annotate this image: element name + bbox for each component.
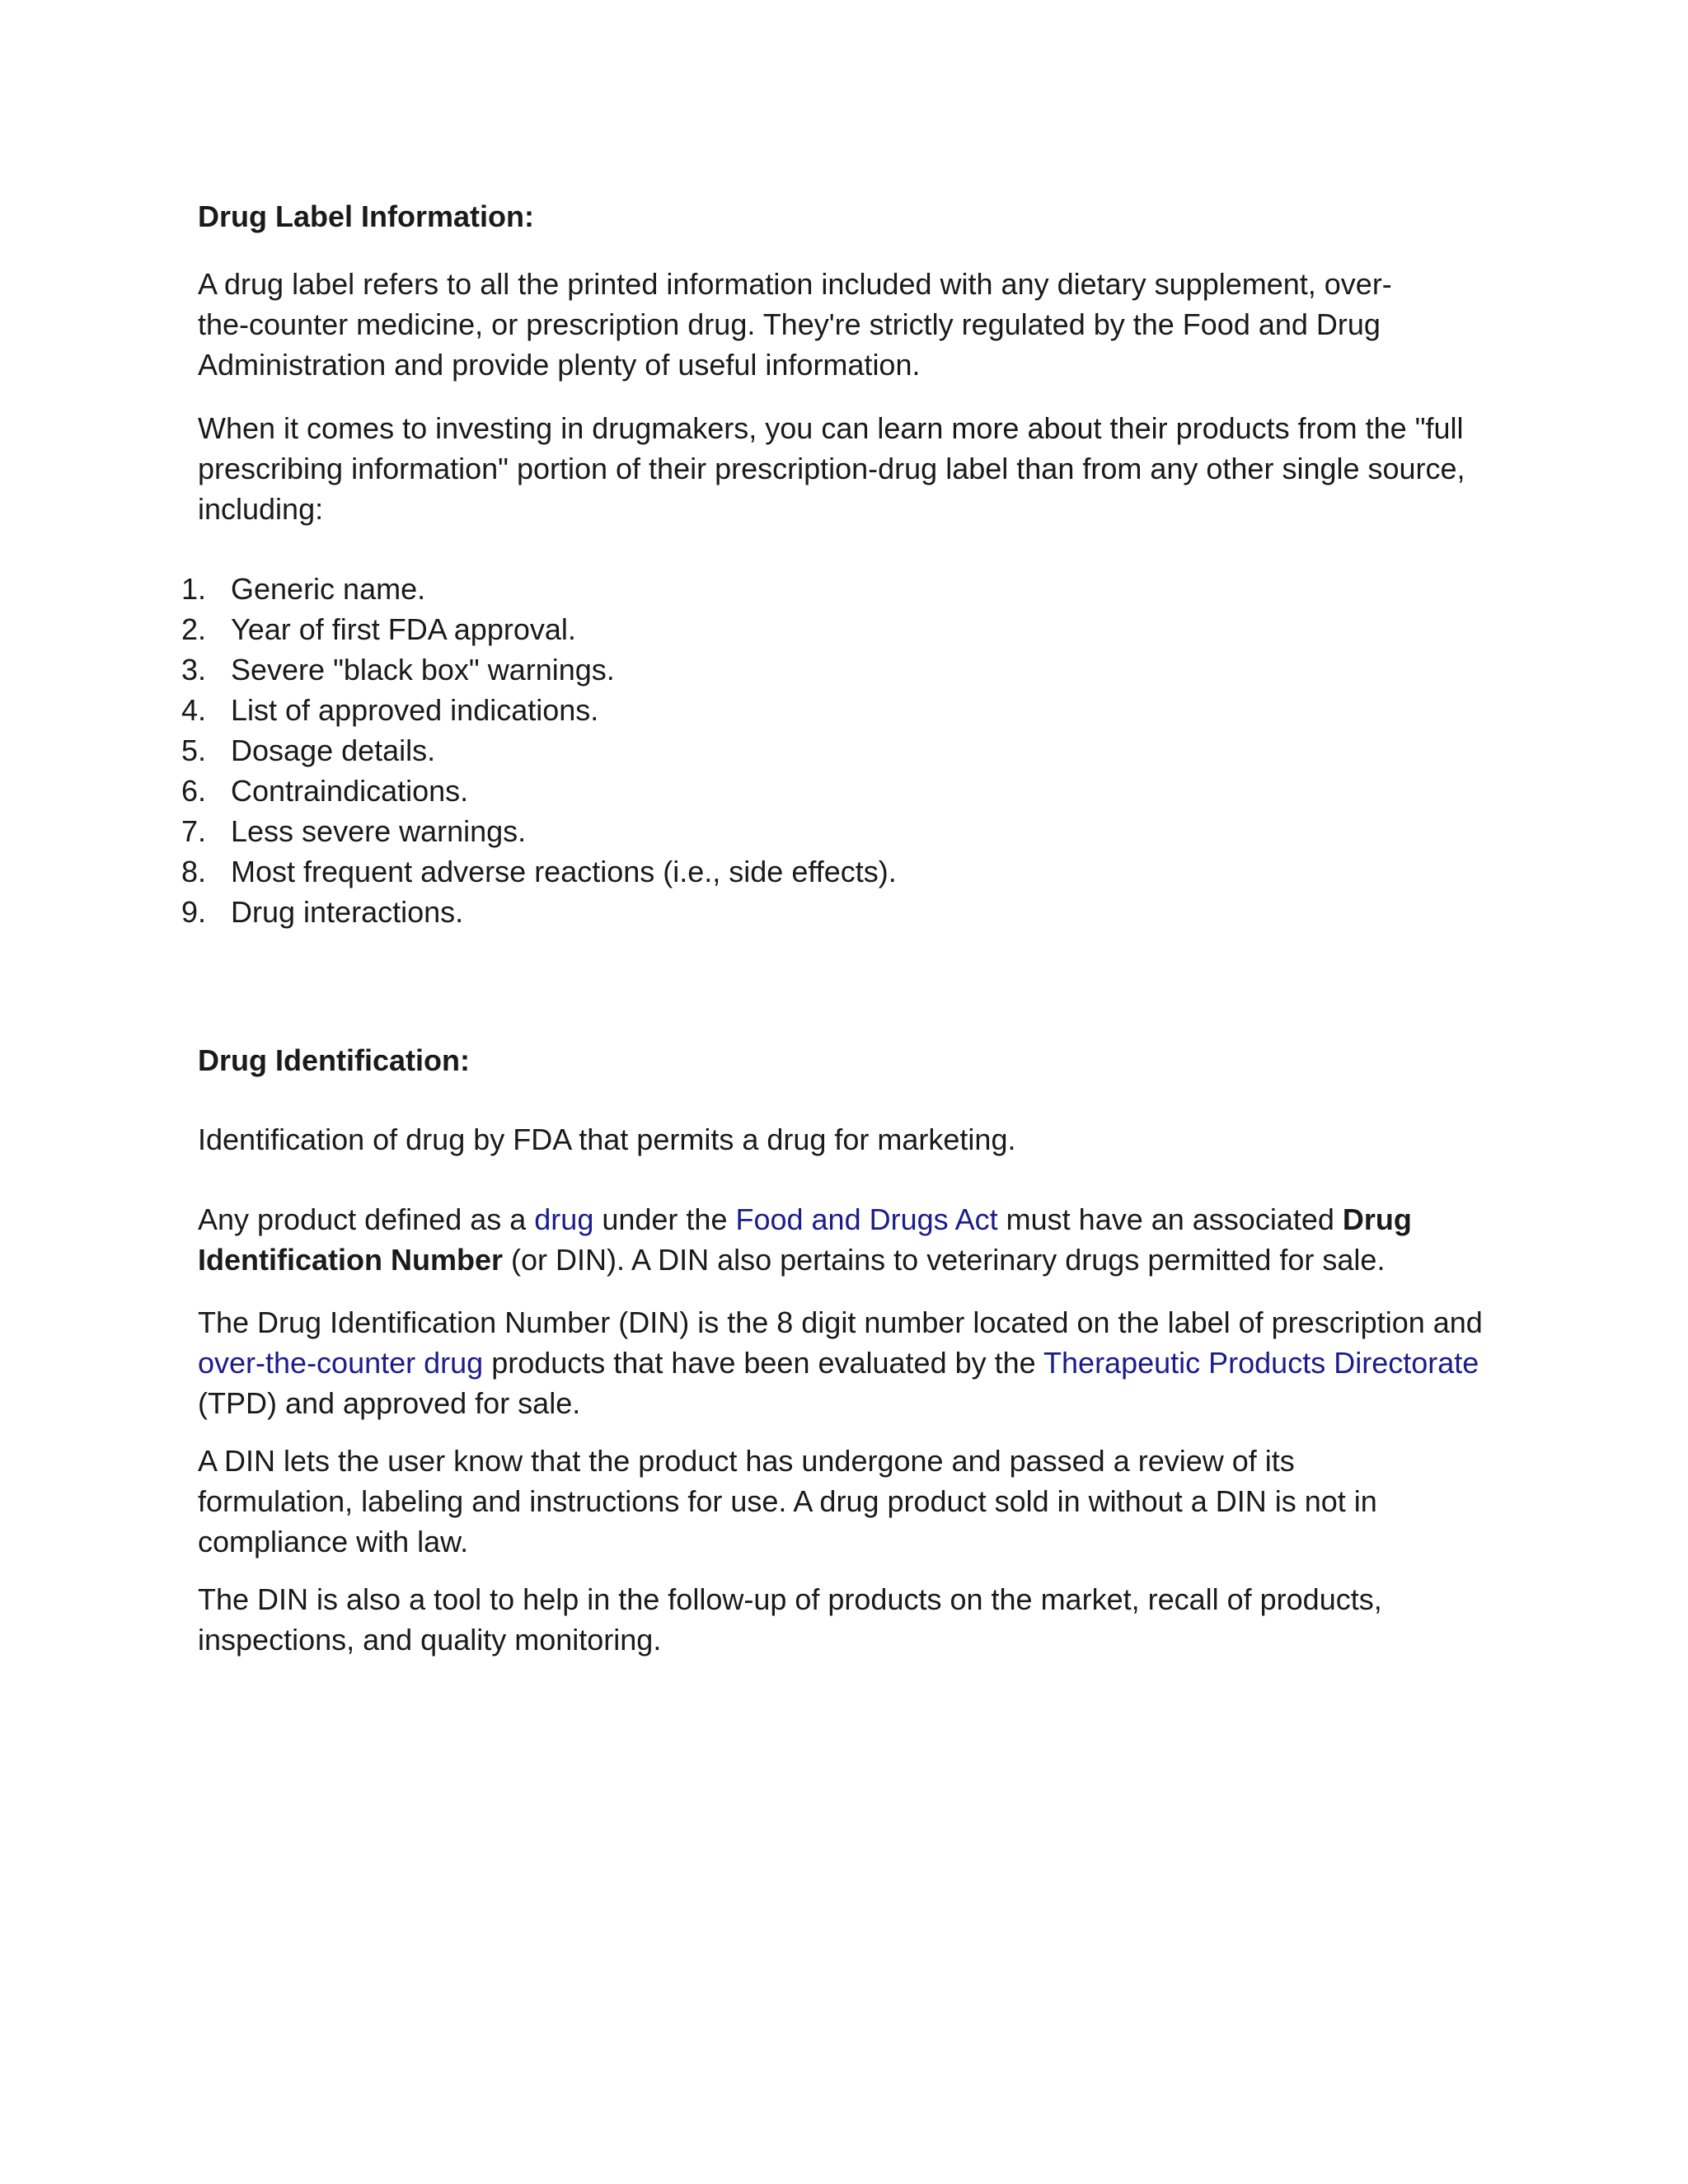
din-paragraph-2: The Drug Identification Number (DIN) is the 8 digit number located on the label of prescription and over-the-counter drug products that have been evaluated by the Therapeutic Products Directorate (TPD) and approved for sale. bbox=[198, 1305, 1483, 1420]
list-item: 8. Most frequent adverse reactions (i.e., side effects). bbox=[181, 855, 897, 888]
din-paragraph-4: The DIN is also a tool to help in the follow-up of products on the market, recall of products, inspections, and quality monitoring. bbox=[198, 1582, 1382, 1657]
label-contents-list bbox=[173, 569, 1492, 932]
din-paragraph-1: Any product defined as a drug under the Food and Drugs Act must have an associated Drug Identification Number (or DIN). A DIN also pertains to veterinary drugs permitted for sale. bbox=[198, 1202, 1412, 1277]
drug-label-paragraph-2: When it comes to investing in drugmakers, you can learn more about their products from the "full prescribing information" portion of their prescription-drug label than from any other single source, including: bbox=[198, 411, 1465, 526]
list-item: 9. Drug interactions. bbox=[181, 895, 464, 929]
section-heading-drug-identification: Drug Identification: bbox=[198, 1043, 470, 1077]
list-item: 2. Year of first FDA approval. bbox=[181, 612, 576, 646]
drug-label-paragraph-1: A drug label refers to all the printed information included with any dietary supplement, over-the-counter medicine, or prescription drug. They're strictly regulated by the Food and Drug Administration and provide plenty of useful information. bbox=[198, 267, 1392, 382]
section-heading-drug-label: Drug Label Information: bbox=[198, 199, 534, 233]
din-paragraph-3: A DIN lets the user know that the product has undergone and passed a review of its formulation, labeling and instructions for use. A drug product sold in without a DIN is not in compliance with law. bbox=[198, 1444, 1377, 1558]
din-term: Drug Identification Number bbox=[198, 1202, 1412, 1277]
over-the-counter-drug-link[interactable]: over-the-counter drug bbox=[198, 1346, 484, 1380]
drug-identification-intro: Identification of drug by FDA that permits a drug for marketing. bbox=[198, 1122, 1016, 1156]
list-item: 7. Less severe warnings. bbox=[181, 814, 527, 848]
drug-link[interactable]: drug bbox=[534, 1202, 594, 1236]
food-and-drugs-act-link[interactable]: Food and Drugs Act bbox=[735, 1202, 998, 1236]
list-item: 1. Generic name. bbox=[181, 572, 426, 606]
list-item: 6. Contraindications. bbox=[181, 774, 469, 808]
therapeutic-products-directorate-link[interactable]: Therapeutic Products Directorate bbox=[1043, 1346, 1479, 1380]
list-item: 5. Dosage details. bbox=[181, 733, 436, 767]
list-item: 3. Severe "black box" warnings. bbox=[181, 653, 615, 687]
list-item: 4. List of approved indications. bbox=[181, 693, 599, 727]
